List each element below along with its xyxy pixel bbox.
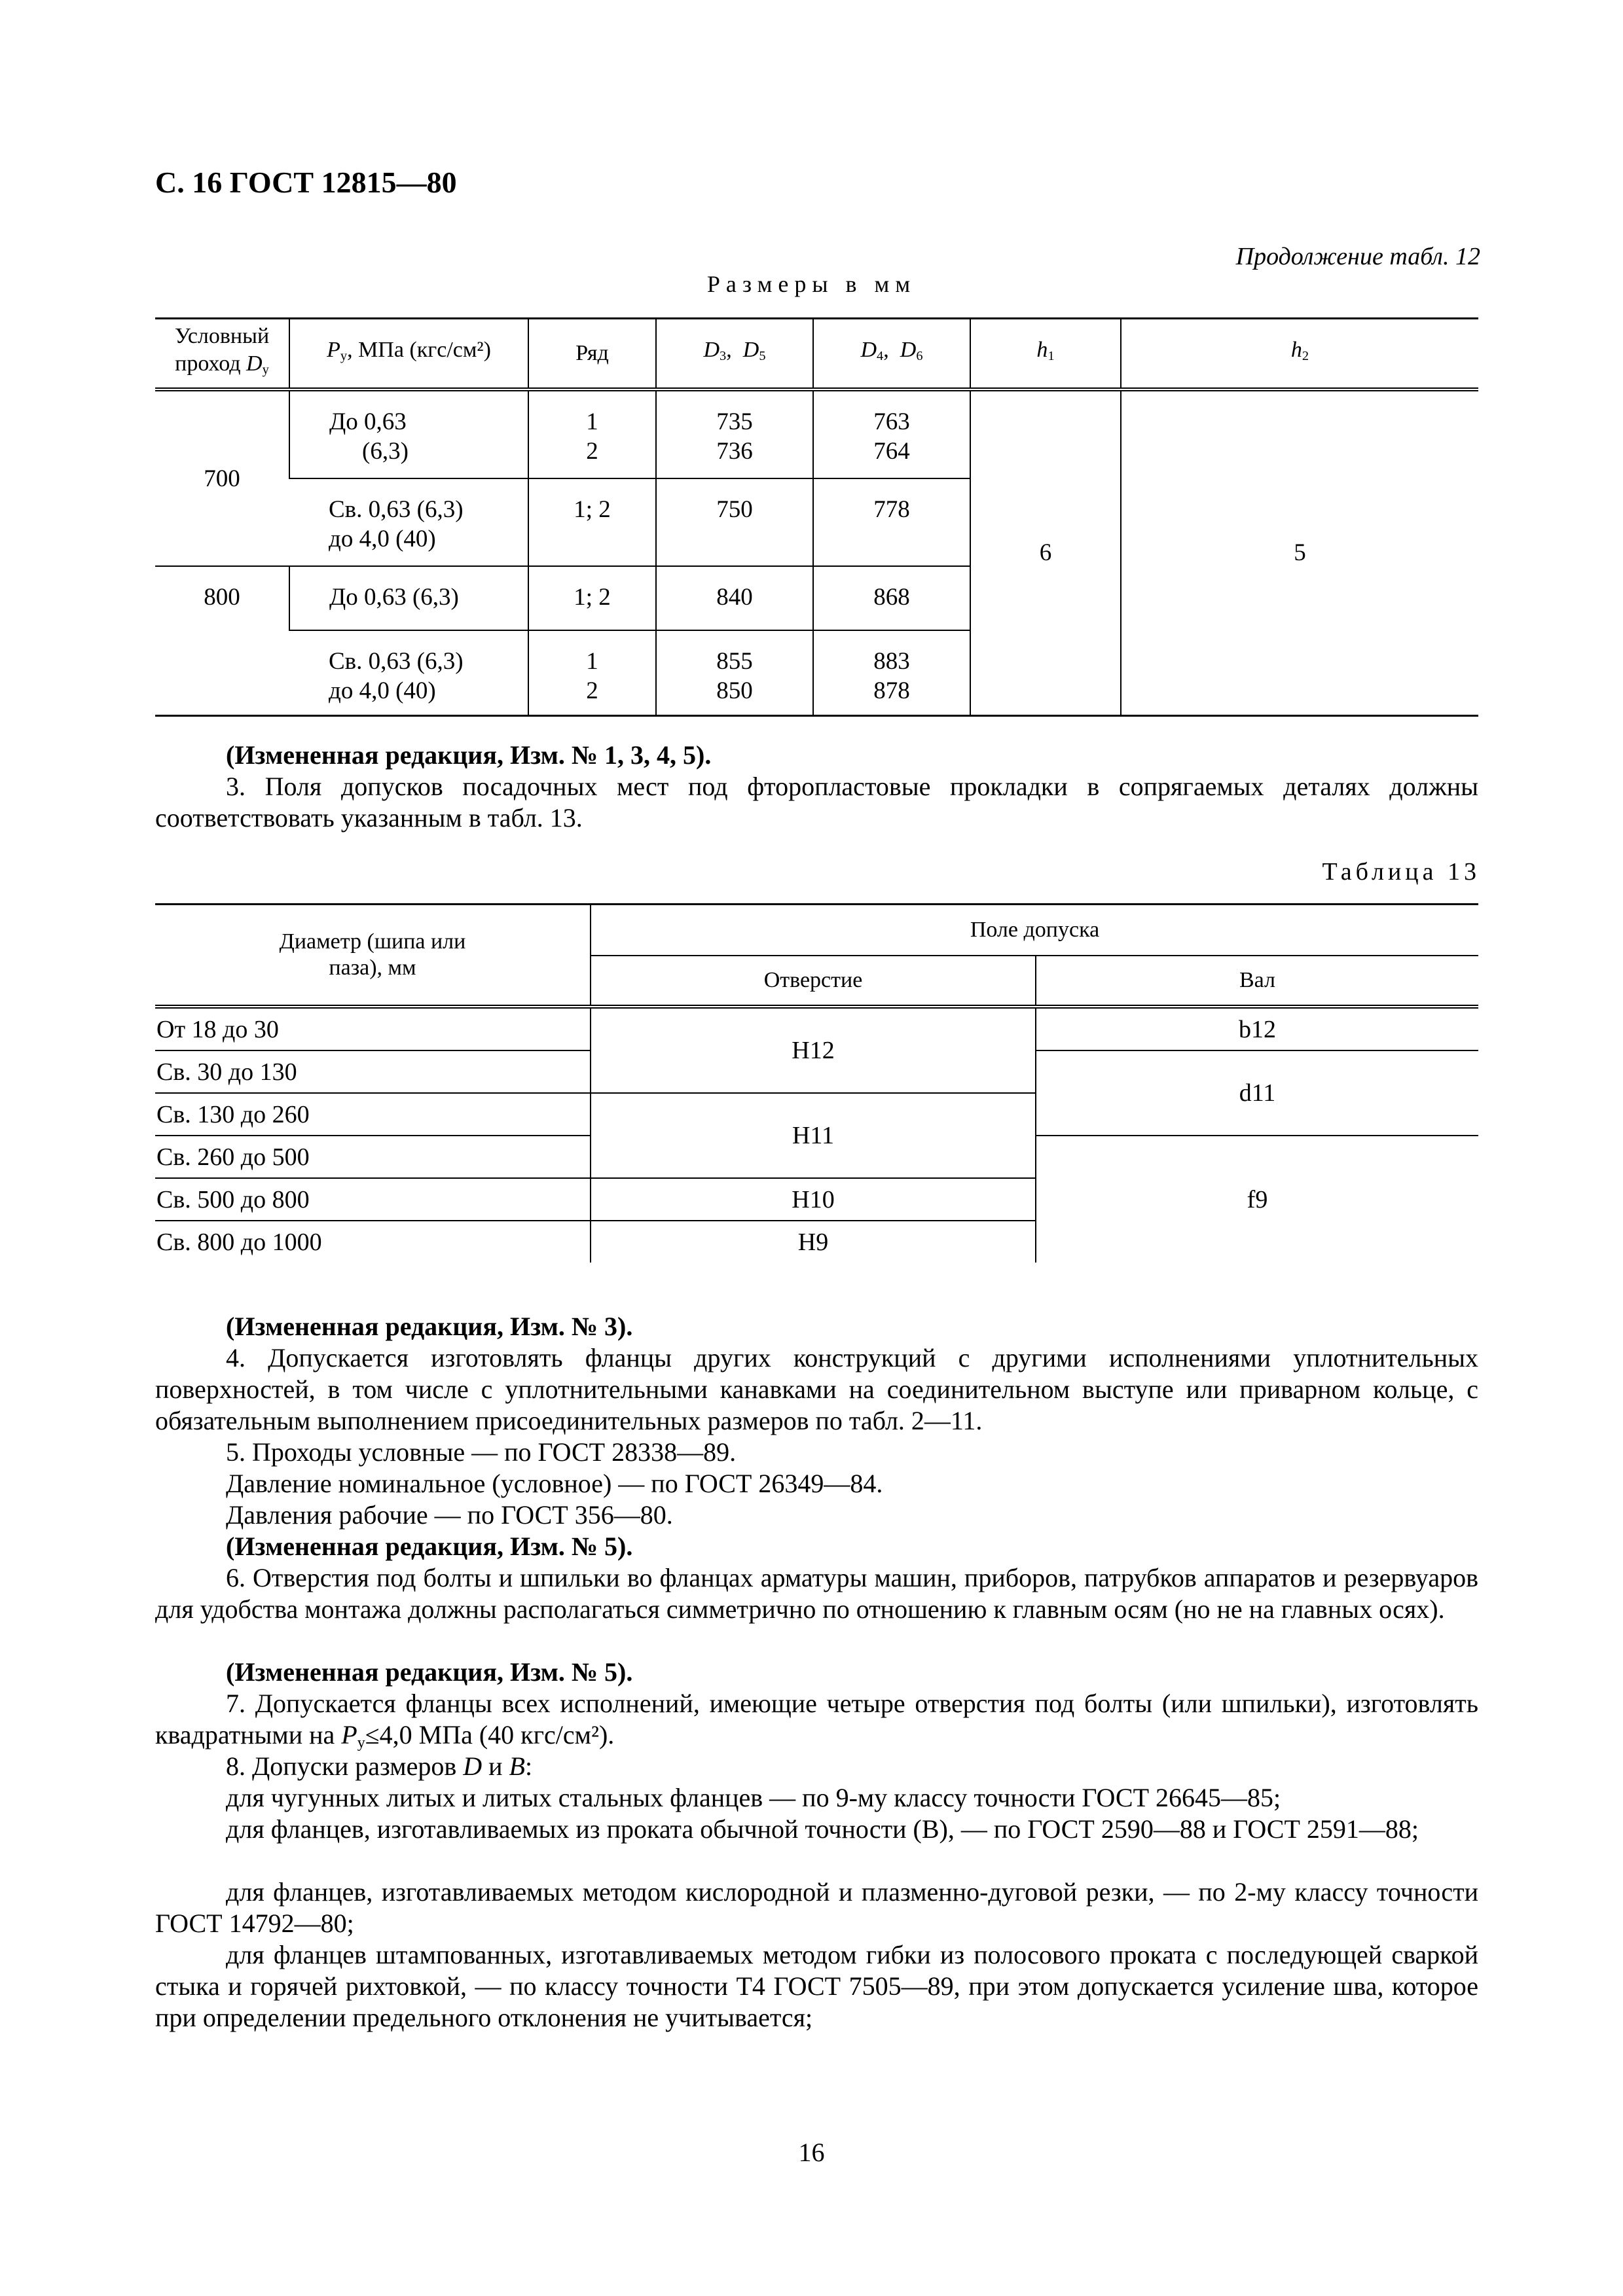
col-header-dy: Условный проход $D_у$ (155, 319, 289, 390)
cell-hole: H9 (591, 1221, 1036, 1263)
paragraph-8-stamped: для фланцев штампованных, изготавливаемых методом гибки из полосового проката с последующей сваркой стыка и горячей рихтовкой, — по классу точности Т4 ГОСТ 7505—89, при этом допускается усиление шва, которое при определении предельного отклонения не учитывается; (155, 1940, 1478, 2032)
col-header-shaft: Вал (1036, 956, 1478, 1007)
table-12 (155, 317, 1478, 717)
paragraph-5-pressure-working: Давления рабочие — по ГОСТ 356—80. (226, 1500, 673, 1530)
cell-d4: 778 (813, 478, 970, 566)
cell-py: Св. 0,63 (6,3) до 4,0 (40) (289, 630, 528, 715)
col-header-d3-d5: $D_3$, $D_5$ (656, 319, 813, 390)
cell-shaft: d11 (1036, 1050, 1478, 1136)
table-header-row (155, 319, 1478, 390)
cell-d3: 855 850 (656, 630, 813, 715)
table-row (155, 389, 1478, 478)
cell-diameter: Св. 260 до 500 (155, 1136, 591, 1178)
amendment-note: (Измененная редакция, Изм. № 5). (226, 1657, 633, 1687)
table-continuation-label: Продолжение табл. 12 (1235, 243, 1480, 270)
cell-diameter: Св. 130 до 260 (155, 1093, 591, 1136)
cell-shaft: f9 (1247, 1185, 1268, 1213)
paragraph-5-pressure-nominal: Давление номинальное (условное) — по ГОСТ 26349—84. (226, 1469, 883, 1498)
cell-shaft: b12 (1036, 1007, 1478, 1050)
cell-row: 1; 2 (528, 566, 656, 630)
amendment-note: (Измененная редакция, Изм. № 5). (226, 1532, 633, 1561)
cell-diameter: От 18 до 30 (155, 1007, 591, 1050)
table-header-row (155, 905, 1478, 956)
cell-hole: H10 (591, 1178, 1036, 1221)
cell-diameter: Св. 30 до 130 (155, 1050, 591, 1093)
cell-h2-value: 5 (1121, 389, 1478, 715)
paragraph-5: 5. Проходы условные — по ГОСТ 28338—89. (226, 1437, 737, 1467)
cell-d3: 840 (656, 566, 813, 630)
col-header-d4-d6: $D_4$, $D_6$ (813, 319, 970, 390)
col-header-diameter: Диаметр (шипа или паза), мм (155, 905, 591, 1007)
paragraph-4: 4. Допускается изготовлять фланцы других конструкций с другими исполнениями уплотнительных поверхностей, в том числе с уплотнительными канавками на соединительном выступе или приварном кольце, с обязательным выполнением присоединительных размеров по табл. 2—11. (155, 1343, 1478, 1435)
cell-py: До 0,63 (6,3) (289, 389, 528, 478)
cell-dy-700: 700 (155, 389, 289, 566)
col-header-py: $P_у$, МПа (кгс/см²) (289, 319, 528, 390)
paragraph-3: 3. Поля допусков посадочных мест под фторопластовые прокладки в сопрягаемых деталях должны соответствовать указанным в табл. 13. (155, 772, 1478, 833)
cell-diameter: Св. 500 до 800 (155, 1178, 591, 1221)
cell-dy-800: 800 (155, 566, 289, 715)
paragraph-7: 7. Допускается фланцы всех исполнений, имеющие четыре отверстия под болты (или шпильки), изготовлять квадратными на $P_у\le 4,0$ МПа (40 кгс/см²). (155, 1689, 1478, 1751)
col-header-hole: Отверстие (591, 956, 1036, 1007)
cell-d4: 883 878 (813, 630, 970, 715)
table-row (155, 1007, 1478, 1050)
amendment-note: (Измененная редакция, Изм. № 3). (226, 1312, 633, 1341)
cell-row: 1 2 (528, 389, 656, 478)
cell-d4: 763 764 (813, 389, 970, 478)
paragraph-8-cast: для чугунных литых и литых стальных фланцев — по 9-му классу точности ГОСТ 26645—85; (226, 1783, 1281, 1812)
col-header-h1: $h_1$ (970, 319, 1121, 390)
paragraph-8-cut: для фланцев, изготавливаемых методом кислородной и плазменно-дуговой резки, — по 2-му классу точности ГОСТ 14792—80; (155, 1877, 1478, 1938)
cell-d4: 868 (813, 566, 970, 630)
table-13 (155, 903, 1478, 1263)
cell-py: До 0,63 (6,3) (289, 566, 528, 630)
page-header: С. 16 ГОСТ 12815—80 (155, 166, 457, 199)
table-13-title: Таблица 13 (1322, 858, 1480, 886)
col-header-row: Ряд (528, 319, 656, 390)
col-header-tolerance-field: Поле допуска (591, 905, 1478, 956)
cell-diameter: Св. 800 до 1000 (155, 1221, 591, 1263)
paragraph-6: 6. Отверстия под болты и шпильки во фланцах арматуры машин, приборов, патрубков аппаратов и резервуаров для удобства монтажа должны располагаться симметрично по отношению к главным осям (но не на главных осях). (155, 1563, 1478, 1624)
paragraph-8-rolled: для фланцев, изготавливаемых из проката обычной точности (В), — по ГОСТ 2590—88 и ГОСТ 2591—88; (226, 1814, 1419, 1844)
cell-py: Св. 0,63 (6,3) до 4,0 (40) (289, 478, 528, 566)
cell-hole: H11 (591, 1093, 1036, 1178)
paragraph-8: 8. Допуски размеров D и B: (226, 1751, 533, 1781)
cell-row: 1 2 (528, 630, 656, 715)
amendment-note: (Измененная редакция, Изм. № 1, 3, 4, 5). (226, 740, 712, 770)
cell-d3: 735 736 (656, 389, 813, 478)
dimensions-caption: Размеры в мм (706, 271, 917, 297)
cell-h1-value: 6 (970, 389, 1121, 715)
cell-hole: H12 (591, 1007, 1036, 1093)
cell-d3: 750 (656, 478, 813, 566)
page-number: 16 (798, 2138, 825, 2167)
cell-row: 1; 2 (528, 478, 656, 566)
col-header-h2: $h_2$ (1121, 319, 1478, 390)
